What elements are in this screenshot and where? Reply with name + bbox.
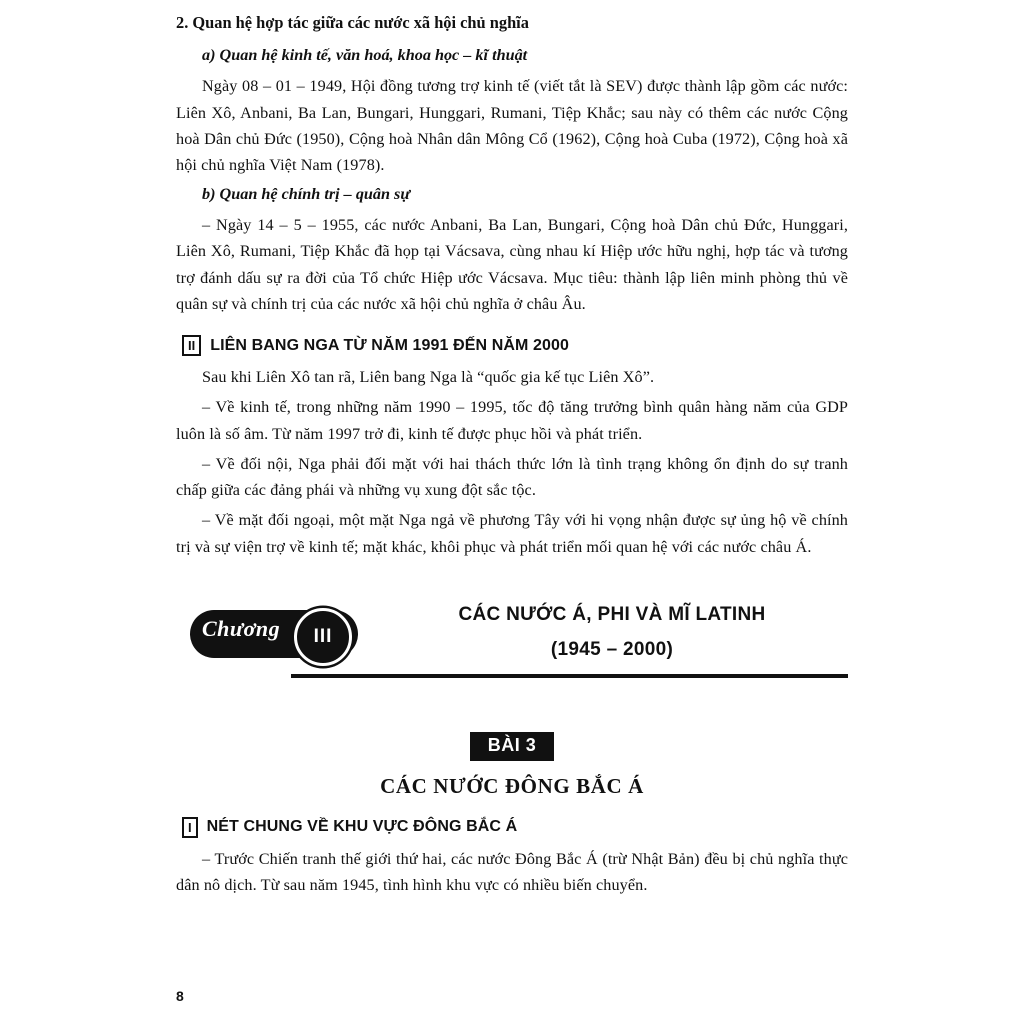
section-I-heading — [182, 817, 848, 838]
section-II-label: LIÊN BANG NGA TỪ NĂM 1991 ĐẾN NĂM 2000 — [210, 336, 570, 354]
chapter-emblem — [190, 606, 358, 662]
chapter-word: Chương — [202, 615, 281, 641]
section-I-paragraph: – Trước Chiến tranh thế giới thứ hai, các nước Đông Bắc Á (trừ Nhật Bản) đều bị chủ nghĩa thực dân nô dịch. Từ sau năm 1945, tình hình khu vực có nhiều biến chuyển. — [176, 849, 848, 895]
section-II-heading — [182, 335, 848, 356]
section-2a-paragraph: Ngày 08 – 01 – 1949, Hội đồng tương trợ kinh tế (viết tắt là SEV) được thành lập gồm các nước: Liên Xô, Anbani, Ba Lan, Bungari, Hunggari, Rumani, Tiệp Khắc; sau này có thêm các nước Cộng hoà Dân chủ Đức (1950), Cộng hoà Nhân dân Mông Cổ (1962), Cộng hoà Cuba (1972), Cộng hoà xã hội chủ nghĩa Việt Nam (1978). — [176, 77, 848, 175]
lesson-heading — [176, 732, 848, 799]
chapter-numeral-circle — [294, 608, 352, 666]
section-2-heading: 2. Quan hệ hợp tác giữa các nước xã hội chủ nghĩa — [176, 13, 529, 32]
section-I-number: I — [182, 817, 198, 838]
chapter-heading — [376, 604, 848, 661]
section-2a-heading: a) Quan hệ kinh tế, văn hoá, khoa học – kĩ thuật — [202, 46, 528, 65]
chapter-title: CÁC NƯỚC Á, PHI VÀ MĨ LATINH — [458, 603, 766, 625]
page-number: 8 — [176, 988, 184, 1004]
lesson-badge: BÀI 3 — [470, 732, 555, 761]
chapter-banner — [176, 604, 848, 688]
section-II-paragraph-4: – Về mặt đối ngoại, một mặt Nga ngả về phương Tây với hi vọng nhận được sự ủng hộ về chính trị và sự viện trợ về kinh tế; mặt khác, khôi phục và phát triển mối quan hệ với các nước châu Á. — [176, 511, 848, 556]
section-II-paragraph-2: – Về kinh tế, trong những năm 1990 – 1995, tốc độ tăng trưởng bình quân hàng năm của GDP luôn là số âm. Từ năm 1997 trở đi, kinh tế được phục hồi và phát triển. — [176, 398, 848, 443]
chapter-rule — [291, 674, 848, 678]
section-2b-heading: b) Quan hệ chính trị – quân sự — [202, 185, 411, 204]
section-I-label: NÉT CHUNG VỀ KHU VỰC ĐÔNG BẮC Á — [206, 818, 518, 836]
chapter-numeral: III — [313, 625, 333, 647]
lesson-title: CÁC NƯỚC ĐÔNG BẮC Á — [380, 773, 644, 798]
section-II-paragraph-1: Sau khi Liên Xô tan rã, Liên bang Nga là “quốc gia kế tục Liên Xô”. — [202, 368, 655, 387]
section-II-number: II — [182, 335, 201, 356]
section-II-paragraph-3: – Về đối nội, Nga phải đối mặt với hai thách thức lớn là tình trạng không ổn định do sự tranh chấp giữa các đảng phái và những vụ xung đột sắc tộc. — [176, 454, 848, 500]
page-content — [176, 0, 848, 1024]
chapter-years: (1945 – 2000) — [550, 638, 674, 660]
section-2b-paragraph: – Ngày 14 – 5 – 1955, các nước Anbani, Ba Lan, Bungari, Cộng hoà Dân chủ Đức, Hunggari, Liên Xô, Rumani, Tiệp Khắc đã họp tại Vácsava, cùng nhau kí Hiệp ước hữu nghị, hợp tác và tương trợ đánh dấu sự ra đời của Tổ chức Hiệp ước Vácsava. Mục tiêu: thành lập liên minh phòng thủ về quân sự và chính trị của các nước xã hội chủ nghĩa ở châu Âu. — [176, 216, 848, 313]
